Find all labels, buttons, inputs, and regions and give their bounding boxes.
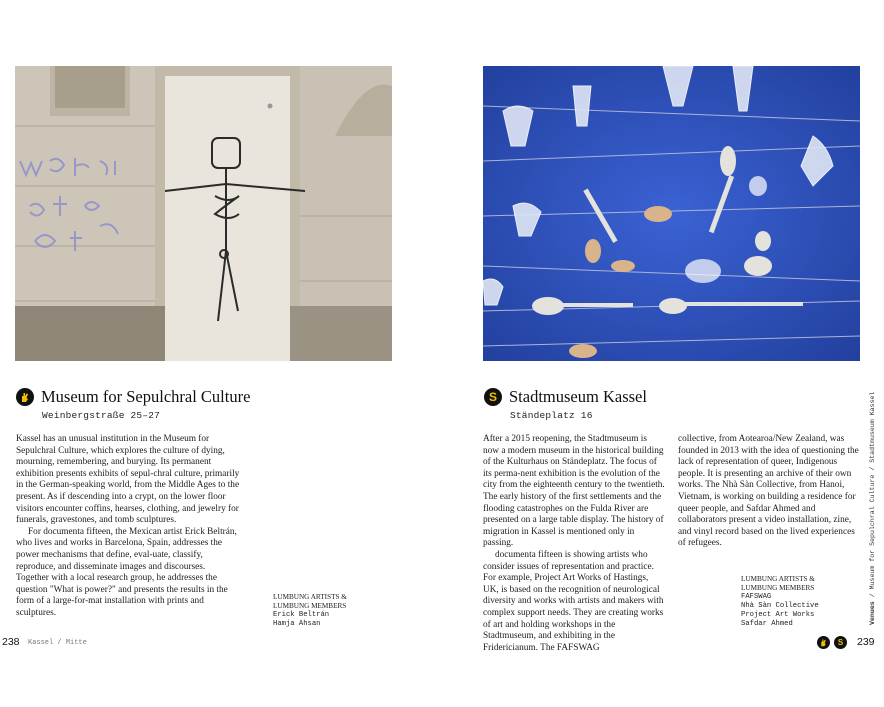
- s-badge-icon: S: [484, 388, 502, 406]
- paragraph: documenta fifteen is showing artists who consider issues of representation and practice. For example, Project Art Works of Hastings, UK, is based on the recognition of neurological diversity and works with artists and makers with complex support needs. They are creating works of art and holding workshops in the Stadtmuseum, and exhibiting in the Fridericianum. The FAFSWAG: [483, 549, 664, 653]
- page-number-right: 239: [857, 636, 875, 648]
- side-section-tab: [869, 392, 876, 625]
- paragraph: collective, from Aotearoa/New Zealand, was founded in 2013 with the idea of questioning the lack of representation of queer, Indigenous people. It is presenting an archive of their own works. The Nhà Sàn Collective, from Hanoi, Vietnam, is working on building a residence for queer people, and Safdar Ahmed and collaborators present a video installation, zine, and vinyl record based on the lived experiences of refugees.: [678, 434, 859, 549]
- venue-heading-sepulchral: [16, 388, 250, 406]
- artist-credit-left: [273, 593, 363, 629]
- s-badge-icon: S: [834, 636, 847, 649]
- credit-name: Project Art Works: [741, 610, 815, 619]
- footer-icons: [817, 636, 847, 649]
- venue-title: Stadtmuseum Kassel: [509, 387, 647, 406]
- paragraph: For documenta fifteen, the Mexican artist Erick Beltrán, who lives and works in Barcelona, Spain, addresses the power mechanisms that define, eval-uate, classify, reproduce, and disseminate images and discourses. Together with a local research group, he addresses the question "What is power?" and presents the results in the form of a large-for-mat installation with prints and sculptures.: [16, 526, 237, 618]
- page-number-left: 238: [2, 636, 20, 648]
- hand-icon: [16, 388, 34, 406]
- running-head: Kassel / Mitte: [28, 639, 87, 647]
- paragraph: After a 2015 reopening, the Stadtmuseum is now a modern museum in the historical building of the Kulturhaus on Ständeplatz. The focus of its perma-nent exhibition is the evolution of the city from the eighteenth century to the twentieth. The early history of the first settlements and the flooding catastrophes on the Fulda River are presented on a large table display. The history of migration in Kassel is mentioned only in passing.: [483, 434, 665, 549]
- body-text-left: [16, 434, 240, 620]
- side-tab-section: Venues: [869, 601, 876, 625]
- venue-title: Museum for Sepulchral Culture: [41, 387, 251, 406]
- credit-name: Safdar Ahmed: [741, 619, 793, 628]
- hand-icon: [817, 636, 830, 649]
- credit-heading: LUMBUNG ARTISTS & LUMBUNG MEMBERS: [273, 593, 347, 610]
- venue-address: Ständeplatz 16: [510, 410, 593, 421]
- paragraph: Kassel has an unusual institution in the Museum for Sepulchral Culture, which explores the culture of dying, mourning, remembering, and burying. Its permanent exhibition presents exhibits of sepul-chral culture, primarily in the German-speaking world, from the Middle Ages to the present. As if descending into a crypt, on the lower floor visitors encounter coffins, hearses, clothing, and jewelry for funerals, gravestones, and tomb sculptures.: [16, 434, 240, 526]
- credit-heading: LUMBUNG ARTISTS & LUMBUNG MEMBERS: [741, 575, 815, 592]
- credit-name: Hamja Ahsan: [273, 619, 321, 628]
- side-tab-path: / Museum for Sepulchral Culture / Stadtmuseum Kassel: [869, 391, 876, 602]
- body-text-right-col1: [483, 434, 665, 654]
- body-text-right-col2: [678, 434, 860, 550]
- credit-name: Erick Beltrán: [273, 610, 330, 619]
- photo-sepulchral-doorway: [15, 66, 392, 361]
- venue-heading-stadtmuseum: [484, 388, 647, 406]
- credit-name: Nhà Sàn Collective: [741, 601, 819, 610]
- artist-credit-right: [741, 575, 841, 628]
- photo-stadtmuseum-cutlery: [483, 66, 860, 361]
- credit-name: FAFSWAG: [741, 592, 772, 601]
- venue-address: Weinbergstraße 25–27: [42, 410, 161, 421]
